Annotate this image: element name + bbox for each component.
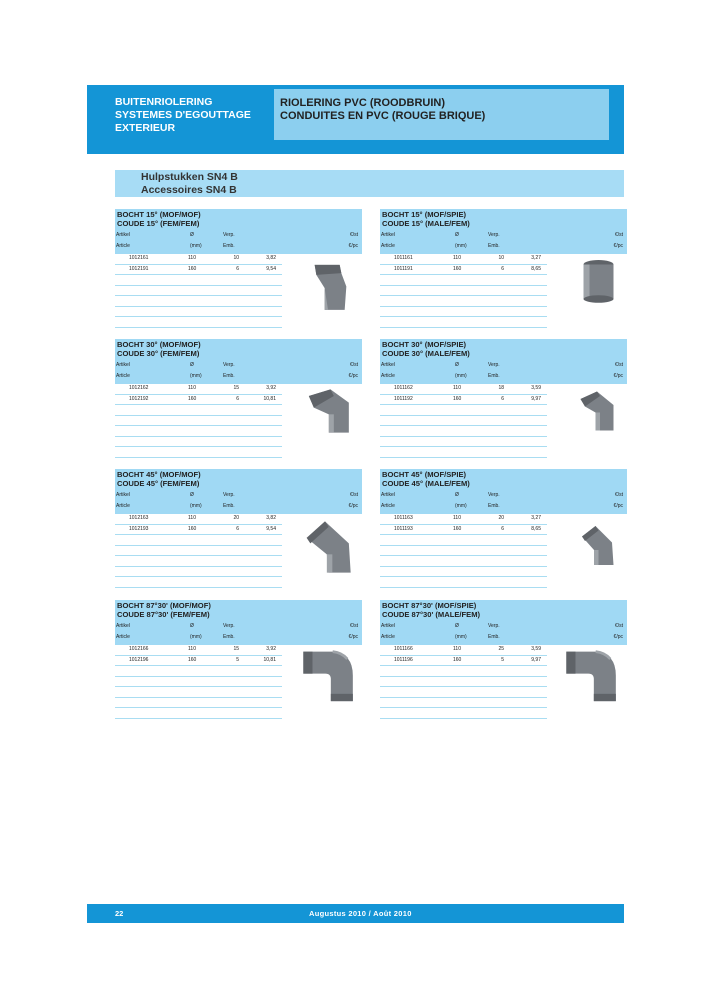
table-row xyxy=(380,567,547,578)
table-cell: 160 xyxy=(453,265,462,272)
table-cell: 6 xyxy=(236,395,239,402)
table-cell: 1012191 xyxy=(129,265,149,272)
column-header: €/pc xyxy=(613,243,623,249)
table-cell: 25 xyxy=(498,646,504,652)
section-header xyxy=(115,209,362,254)
table-row xyxy=(380,708,547,719)
column-header: Ø xyxy=(455,492,459,498)
pipe-fitting-image xyxy=(303,386,358,436)
table-row xyxy=(380,666,547,677)
column-header-row xyxy=(115,361,362,369)
column-header: Article xyxy=(381,373,395,379)
table-cell: 110 xyxy=(453,255,461,261)
table-row xyxy=(380,677,547,688)
section-title-fr: COUDE 87°30' (MALE/FEM) xyxy=(382,610,481,619)
table-cell: 3,82 xyxy=(266,515,276,521)
column-header: Article xyxy=(381,243,395,249)
table-row xyxy=(115,426,282,437)
section-title xyxy=(380,469,627,488)
column-header: €/st xyxy=(614,232,623,238)
table-row xyxy=(115,677,282,688)
table-cell: 3,92 xyxy=(266,385,276,391)
table-cell: 1012162 xyxy=(129,385,149,391)
table-cell: 1012192 xyxy=(129,395,149,402)
table-row xyxy=(115,384,282,395)
page-footer xyxy=(87,904,624,923)
table-cell: 3,82 xyxy=(266,255,276,261)
table-cell: 9,97 xyxy=(531,656,541,663)
table-cell: 110 xyxy=(188,385,196,391)
table-row xyxy=(380,698,547,709)
table-row xyxy=(115,296,282,307)
table-cell: 9,54 xyxy=(266,265,276,272)
section-title-nl: BOCHT 30° (MOF/SPIE) xyxy=(382,340,467,349)
column-header: Ø xyxy=(190,362,194,368)
column-header: €/st xyxy=(349,623,358,629)
table-cell: 6 xyxy=(501,395,504,402)
column-header: €/pc xyxy=(348,634,358,640)
table-cell: 3,92 xyxy=(266,646,276,652)
column-header: €/st xyxy=(614,492,623,498)
table-cell: 10,81 xyxy=(263,656,276,663)
table-cell: 160 xyxy=(188,265,197,272)
table-cell: 1011162 xyxy=(394,385,413,391)
column-header-row xyxy=(380,622,627,630)
column-header: Artikel xyxy=(116,362,130,368)
table-row xyxy=(380,254,547,265)
section-header xyxy=(380,209,627,254)
column-header-row xyxy=(115,231,362,239)
data-table xyxy=(115,254,282,328)
column-header: Verp. xyxy=(488,232,500,238)
subheading-box xyxy=(115,170,624,197)
table-cell: 160 xyxy=(453,656,462,663)
section-title-nl: BOCHT 45° (MOF/MOF) xyxy=(117,470,201,479)
column-header-row xyxy=(115,242,362,250)
header-category xyxy=(115,96,265,135)
page-number: 22 xyxy=(115,909,124,918)
data-table xyxy=(380,384,547,458)
column-header-row xyxy=(115,633,362,641)
data-table xyxy=(380,514,547,588)
table-row xyxy=(380,645,547,656)
table-cell: 1011192 xyxy=(394,395,413,402)
column-header: Verp. xyxy=(223,362,235,368)
table-row xyxy=(115,666,282,677)
table-row xyxy=(115,525,282,536)
table-cell: 8,65 xyxy=(531,525,541,532)
table-row xyxy=(380,525,547,536)
column-header: €/pc xyxy=(613,503,623,509)
table-row xyxy=(115,405,282,416)
column-header-row xyxy=(380,231,627,239)
table-cell: 160 xyxy=(453,395,462,402)
table-row xyxy=(115,577,282,588)
table-row xyxy=(380,265,547,276)
column-header: Artikel xyxy=(381,362,395,368)
column-header: (mm) xyxy=(455,503,467,509)
column-header: Verp. xyxy=(223,492,235,498)
table-cell: 6 xyxy=(236,265,239,272)
table-cell: 1011161 xyxy=(394,255,413,261)
table-row xyxy=(115,687,282,698)
column-header: Emb. xyxy=(488,503,500,509)
section-title-fr: COUDE 30° (MALE/FEM) xyxy=(382,349,470,358)
table-cell: 3,27 xyxy=(531,255,541,261)
section-title-fr: COUDE 87°30' (FEM/FEM) xyxy=(117,610,210,619)
section-title-nl: BOCHT 30° (MOF/MOF) xyxy=(117,340,201,349)
data-table xyxy=(115,384,282,458)
section-title-fr: COUDE 15° (MALE/FEM) xyxy=(382,219,470,228)
table-cell: 110 xyxy=(188,255,196,261)
data-table xyxy=(115,514,282,588)
column-header-row xyxy=(380,502,627,510)
subheading-fr: Accessoires SN4 B xyxy=(141,184,237,196)
column-header: Ø xyxy=(190,492,194,498)
table-row xyxy=(380,416,547,427)
table-cell: 5 xyxy=(236,656,239,663)
table-row xyxy=(380,426,547,437)
table-cell: 1012163 xyxy=(129,515,149,521)
column-header: €/st xyxy=(349,492,358,498)
section-title-nl: BOCHT 87°30' (MOF/SPIE) xyxy=(382,601,477,610)
column-header: Verp. xyxy=(223,232,235,238)
column-header-row xyxy=(115,622,362,630)
column-header: (mm) xyxy=(455,243,467,249)
section-title-fr: COUDE 30° (FEM/FEM) xyxy=(117,349,200,358)
table-row xyxy=(115,645,282,656)
table-cell: 20 xyxy=(233,515,239,521)
column-header-row xyxy=(115,491,362,499)
column-header-row xyxy=(380,242,627,250)
column-header: Emb. xyxy=(488,243,500,249)
column-header-row xyxy=(380,361,627,369)
column-header: (mm) xyxy=(190,503,202,509)
section-header xyxy=(380,600,627,645)
header-category-line: SYSTEMES D'EGOUTTAGE xyxy=(115,109,251,121)
table-row xyxy=(380,286,547,297)
table-cell: 110 xyxy=(188,515,196,521)
section-title xyxy=(380,600,627,619)
table-cell: 9,97 xyxy=(531,395,541,402)
table-cell: 1011193 xyxy=(394,525,413,532)
column-header: Verp. xyxy=(488,492,500,498)
column-header: Article xyxy=(116,503,130,509)
column-header: Artikel xyxy=(381,492,395,498)
column-header: €/st xyxy=(614,623,623,629)
table-row xyxy=(380,296,547,307)
table-cell: 160 xyxy=(188,525,197,532)
section-title-fr: COUDE 15° (FEM/FEM) xyxy=(117,219,200,228)
table-row xyxy=(380,577,547,588)
table-cell: 15 xyxy=(233,385,239,391)
table-row xyxy=(380,535,547,546)
column-header: Ø xyxy=(455,232,459,238)
table-cell: 1012161 xyxy=(129,255,149,261)
table-row xyxy=(380,656,547,667)
table-row xyxy=(380,275,547,286)
table-row xyxy=(380,384,547,395)
pipe-fitting-image xyxy=(576,386,621,436)
pipe-fitting-image xyxy=(576,518,621,573)
column-header-row xyxy=(380,491,627,499)
section-header xyxy=(380,339,627,384)
column-header: Article xyxy=(381,634,395,640)
table-cell: 15 xyxy=(233,646,239,652)
table-row xyxy=(115,275,282,286)
header-title-box xyxy=(274,89,609,140)
table-cell: 1012193 xyxy=(129,525,149,532)
table-cell: 1012166 xyxy=(129,646,149,652)
column-header: Verp. xyxy=(223,623,235,629)
table-cell: 3,59 xyxy=(531,385,541,391)
section-title xyxy=(380,339,627,358)
subheading-nl: Hulpstukken SN4 B xyxy=(141,171,238,183)
pipe-fitting-image xyxy=(576,256,621,306)
table-row xyxy=(115,514,282,525)
table-cell: 1011163 xyxy=(394,515,413,521)
table-row xyxy=(115,567,282,578)
section-title xyxy=(380,209,627,228)
column-header: Verp. xyxy=(488,362,500,368)
footer-date: Augustus 2010 / Août 2010 xyxy=(309,909,412,918)
table-row xyxy=(115,535,282,546)
table-cell: 160 xyxy=(188,656,197,663)
column-header: Artikel xyxy=(381,232,395,238)
section-title-nl: BOCHT 15° (MOF/SPIE) xyxy=(382,210,467,219)
section-header xyxy=(115,600,362,645)
table-cell: 6 xyxy=(501,265,504,272)
column-header-row xyxy=(115,372,362,380)
column-header-row xyxy=(380,633,627,641)
pipe-fitting-image xyxy=(303,259,353,314)
column-header: Emb. xyxy=(488,634,500,640)
column-header: €/pc xyxy=(348,503,358,509)
table-row xyxy=(115,286,282,297)
table-cell: 1011196 xyxy=(394,656,413,663)
table-row xyxy=(380,514,547,525)
table-row xyxy=(115,254,282,265)
section-title xyxy=(115,339,362,358)
table-cell: 10 xyxy=(233,255,239,261)
data-table xyxy=(115,645,282,719)
column-header: Ø xyxy=(190,232,194,238)
table-cell: 18 xyxy=(498,385,504,391)
column-header: (mm) xyxy=(190,634,202,640)
column-header: (mm) xyxy=(455,634,467,640)
table-cell: 3,59 xyxy=(531,646,541,652)
column-header: Ø xyxy=(455,362,459,368)
table-cell: 160 xyxy=(188,395,197,402)
header-category-line: BUITENRIOLERING xyxy=(115,96,213,108)
column-header-row xyxy=(115,502,362,510)
table-cell: 5 xyxy=(501,656,504,663)
table-row xyxy=(115,307,282,318)
table-cell: 10,81 xyxy=(263,395,276,402)
section-title xyxy=(115,209,362,228)
table-cell: 1011191 xyxy=(394,265,413,272)
column-header: Artikel xyxy=(116,492,130,498)
table-row xyxy=(380,556,547,567)
table-cell: 9,54 xyxy=(266,525,276,532)
table-cell: 110 xyxy=(453,646,461,652)
table-row xyxy=(115,395,282,406)
header-title-line: RIOLERING PVC (ROODBRUIN) xyxy=(280,97,445,109)
pipe-fitting-image xyxy=(300,648,358,703)
table-row xyxy=(380,437,547,448)
table-row xyxy=(115,708,282,719)
column-header: Emb. xyxy=(223,503,235,509)
column-header: €/pc xyxy=(613,373,623,379)
column-header: Article xyxy=(116,373,130,379)
column-header: Emb. xyxy=(223,243,235,249)
table-row xyxy=(115,317,282,328)
column-header-row xyxy=(380,372,627,380)
column-header: Ø xyxy=(190,623,194,629)
section-header xyxy=(380,469,627,514)
table-row xyxy=(115,265,282,276)
section-header xyxy=(115,469,362,514)
column-header: (mm) xyxy=(190,373,202,379)
pipe-fitting-image xyxy=(303,518,358,576)
table-cell: 6 xyxy=(501,525,504,532)
section-title-nl: BOCHT 45° (MOF/SPIE) xyxy=(382,470,467,479)
section-title-nl: BOCHT 15° (MOF/MOF) xyxy=(117,210,201,219)
column-header: Artikel xyxy=(381,623,395,629)
column-header: Emb. xyxy=(488,373,500,379)
table-row xyxy=(115,656,282,667)
column-header: €/pc xyxy=(348,373,358,379)
column-header: (mm) xyxy=(455,373,467,379)
table-row xyxy=(380,687,547,698)
data-table xyxy=(380,645,547,719)
table-cell: 8,65 xyxy=(531,265,541,272)
table-row xyxy=(115,556,282,567)
table-cell: 1011166 xyxy=(394,646,413,652)
column-header: Verp. xyxy=(488,623,500,629)
table-row xyxy=(115,416,282,427)
table-row xyxy=(115,546,282,557)
table-row xyxy=(115,698,282,709)
table-cell: 1012196 xyxy=(129,656,149,663)
pipe-fitting-image xyxy=(563,648,621,703)
table-cell: 110 xyxy=(453,515,461,521)
table-cell: 6 xyxy=(236,525,239,532)
header-title-line: CONDUITES EN PVC (ROUGE BRIQUE) xyxy=(280,110,486,122)
table-row xyxy=(380,546,547,557)
section-title-fr: COUDE 45° (FEM/FEM) xyxy=(117,479,200,488)
column-header: €/pc xyxy=(613,634,623,640)
table-cell: 110 xyxy=(188,646,196,652)
table-row xyxy=(115,447,282,458)
table-row xyxy=(380,307,547,318)
column-header: Artikel xyxy=(116,623,130,629)
column-header: Emb. xyxy=(223,373,235,379)
table-cell: 20 xyxy=(498,515,504,521)
table-row xyxy=(380,405,547,416)
column-header: €/st xyxy=(614,362,623,368)
section-title-nl: BOCHT 87°30' (MOF/MOF) xyxy=(117,601,211,610)
table-row xyxy=(380,447,547,458)
table-cell: 10 xyxy=(498,255,504,261)
column-header: Article xyxy=(116,634,130,640)
table-cell: 3,27 xyxy=(531,515,541,521)
column-header: Artikel xyxy=(116,232,130,238)
table-cell: 160 xyxy=(453,525,462,532)
table-row xyxy=(115,437,282,448)
table-row xyxy=(380,395,547,406)
table-row xyxy=(380,317,547,328)
section-title xyxy=(115,600,362,619)
column-header: €/pc xyxy=(348,243,358,249)
column-header: Ø xyxy=(455,623,459,629)
section-title xyxy=(115,469,362,488)
section-header xyxy=(115,339,362,384)
column-header: Article xyxy=(116,243,130,249)
column-header: Emb. xyxy=(223,634,235,640)
column-header: €/st xyxy=(349,362,358,368)
header-category-line: EXTERIEUR xyxy=(115,122,176,134)
section-title-fr: COUDE 45° (MALE/FEM) xyxy=(382,479,470,488)
column-header: (mm) xyxy=(190,243,202,249)
data-table xyxy=(380,254,547,328)
column-header: Article xyxy=(381,503,395,509)
table-cell: 110 xyxy=(453,385,461,391)
column-header: €/st xyxy=(349,232,358,238)
